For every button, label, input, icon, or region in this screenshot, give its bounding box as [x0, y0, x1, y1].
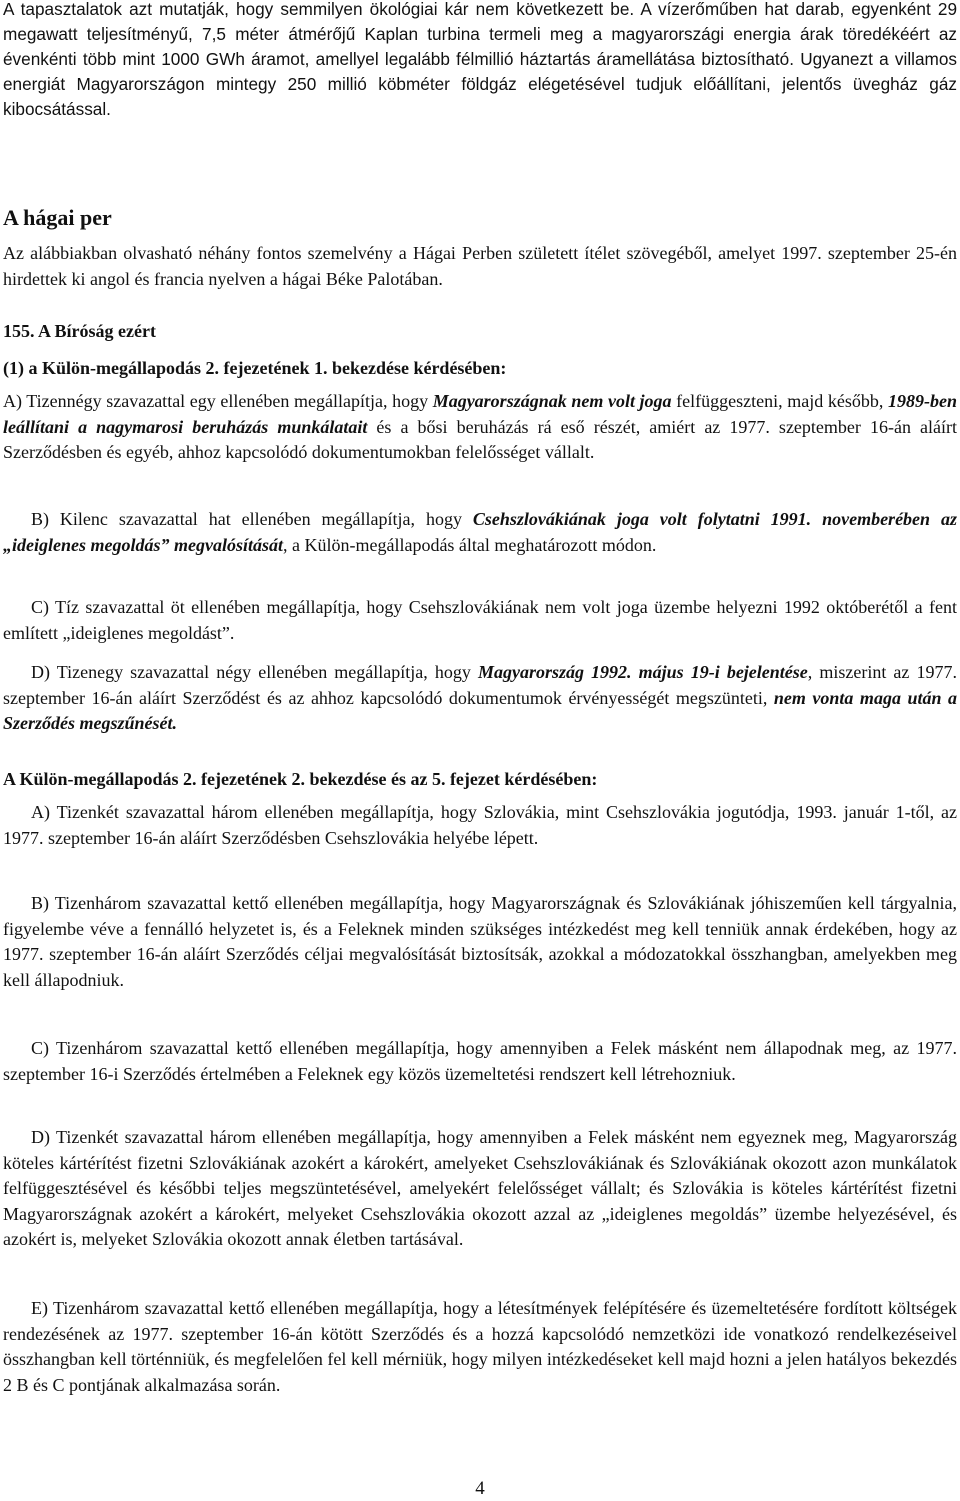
paragraph-2e: E) Tizenhárom szavazattal kettő ellenében megállapítja, hogy a létesítmények felépítésére és üzemeltetésére fordított költségek rendezésének az 1977. szeptember 16-án kötött Szerződés és a hozzá kapcsolódó nemzetközi ide vonatkozó rendelkezéseivel összhangban kell történniük, és megfelelően fel kell mérniük, hogy milyen intézkedéseket kell majd hozni a jelen hatályos bekezdés 2 B és C pontjának alkalmazása során. [3, 1298, 957, 1395]
paragraph-1d [3, 660, 957, 737]
heading-point-1: (1) a Külön-megállapodás 2. fejezetének 1. bekezdése kérdésében: [3, 358, 507, 378]
heading-point-2: A Külön-megállapodás 2. fejezetének 2. bekezdése és az 5. fejezet kérdésében: [3, 769, 598, 789]
paragraph-1d-text-2: , miszerint az 1977. szeptember 16-án aláírt Szerződést és az ahhoz kapcsolódó dokumentumok érvényességét megszünteti, [3, 662, 957, 708]
paragraph-1b-text-2: , a Külön-megállapodás által meghatározott módon. [282, 534, 657, 555]
paragraph-1d-emphasis-2: nem vonta maga után a Szerződés megszűnését. [3, 687, 957, 734]
paragraph-2c: C) Tizenhárom szavazattal kettő ellenében megállapítja, hogy amennyiben a Felek másként nem állapodnak meg, az 1977. szeptember 16-i Szerződés értelmében a Feleknek egy közös üzemeltetési rendszert kell létrehozniuk. [3, 1038, 957, 1084]
paragraph-1b-text-1: B) Kilenc szavazattal hat ellenében megállapítja, hogy [31, 509, 473, 529]
section-title: A hágai per [3, 205, 112, 230]
paragraph-2b: B) Tizenhárom szavazattal kettő ellenében megállapítja, hogy Magyarországnak és Szlovákiának jóhiszeműen kell tárgyalnia, figyelembe véve a fennálló helyzetet is, és a Feleknek minden szükséges intézkedést meg kell tenniük annak érdekében, hogy az 1977. szeptember 16-án aláírt Szerződés céljai megvalósítását biztosítsák, azokkal a módozatokkal összhangban, amelyekben meg kell állapodniuk. [3, 893, 957, 990]
paragraph-1d-text-1: D) Tizenegy szavazattal négy ellenében megállapítja, hogy [31, 662, 478, 682]
intro-paragraph: A tapasztalatok azt mutatják, hogy semmilyen ökológiai kár nem következett be. A vízerőműben hat darab, egyenként 29 megawatt teljesítményű, 7,5 méter átmérőjű Kaplan turbina termeli meg a magyarországi energia árak töredékéért az évenkénti több mint 1000 GWh áramot, amellyel legalább félmillió háztartás áramellátása biztosítható. Ugyanezt a villamos energiát Magyarországon mintegy 250 millió köbméter földgáz elégetésével tudjuk előállítani, jelentős üvegház gáz kibocsátással. [3, 0, 957, 119]
paragraph-1a-text-3: és a bősi beruházás rá eső részét, amiért az 1977. szeptember 16-án aláírt Szerződésben és egyéb, ahhoz kapcsolódó dokumentumokban felelősséget vállalt. [3, 416, 957, 463]
heading-155: 155. A Bíróság ezért [3, 321, 156, 341]
paragraph-1a-emphasis-1: Magyarországnak nem volt joga [432, 391, 672, 411]
paragraph-1b-emphasis-1: Csehszlovákiának joga volt folytatni 1991. novemberében az „ideiglenes megoldás” megvalósítását [3, 509, 957, 555]
paragraph-1a-emphasis-2: 1989-ben leállítani a nagymarosi beruházás munkálatait [3, 391, 957, 437]
paragraph-1b [3, 507, 957, 558]
lead-paragraph: Az alábbiakban olvasható néhány fontos szemelvény a Hágai Perben született ítélet szövegéből, amelyet 1997. szeptember 25-én hirdettek ki angol és francia nyelven a hágai Béke Palotában. [3, 243, 957, 289]
paragraph-1c: C) Tíz szavazattal öt ellenében megállapítja, hogy Csehszlovákiának nem volt joga üzembe helyezni 1992 októberétől a fent említett „ideiglenes megoldást”. [3, 597, 957, 643]
page-number: 4 [475, 1478, 485, 1499]
paragraph-1a-text-1: A) Tizennégy szavazattal egy ellenében megállapítja, hogy [3, 391, 433, 411]
paragraph-2a: A) Tizenkét szavazattal három ellenében megállapítja, hogy Szlovákia, mint Csehszlovákia jogutódja, 1993. január 1-től, az 1977. szeptember 16-án aláírt Szerződésben Csehszlovákia helyébe lépett. [3, 802, 957, 848]
paragraph-1a-text-2: felfüggeszteni, majd később, [671, 391, 888, 411]
paragraph-1a [3, 389, 957, 466]
paragraph-2d: D) Tizenkét szavazattal három ellenében megállapítja, hogy amennyiben a Felek másként nem egyeznek meg, Magyarország köteles kártérítést fizetni Szlovákiának azokért a károkért, amelyeket Csehszlovákiának és Szlovákiának okozott azon munkálatok felfüggesztésével és későbbi teljes megszüntetésével, amelyekért felelősséget vállalt; és Szlovákia is köteles kártérítést fizetni Magyarországnak azokért a károkért, melyeket Csehszlovákia okozott azzal az „ideiglenes megoldás” üzembe helyezésével, és azokért is, melyeket Szlovákia okozott annak életben tartásával. [3, 1127, 957, 1250]
paragraph-1d-emphasis-1: Magyarország 1992. május 19-i bejelentése [477, 662, 808, 682]
